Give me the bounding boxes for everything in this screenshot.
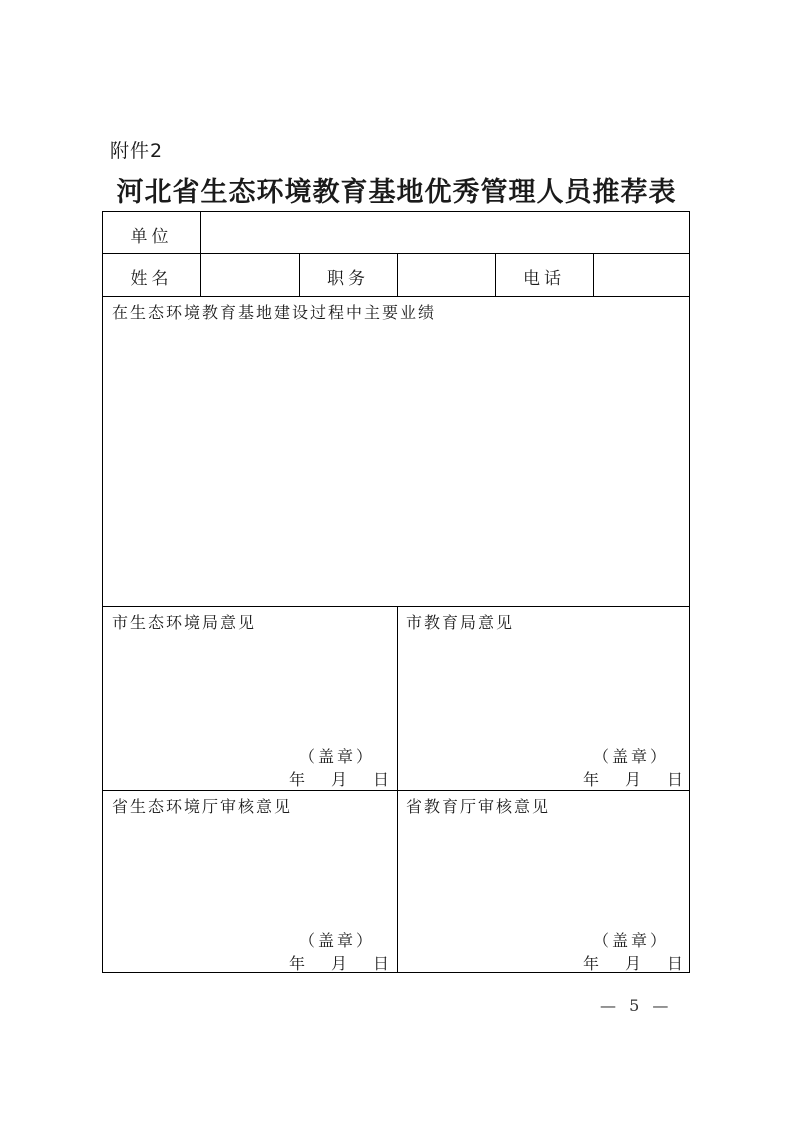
city-env-opinion-label: 市生态环境局意见: [112, 613, 257, 632]
recommendation-form: [102, 211, 690, 973]
day-label: 日: [667, 770, 684, 789]
phone-label: 电话: [523, 269, 565, 289]
row-divider: [103, 606, 689, 607]
month-label: 月: [331, 770, 348, 789]
year-label: 年: [289, 770, 306, 789]
city-edu-date: [583, 767, 683, 790]
day-label: 日: [373, 954, 390, 973]
name-field[interactable]: [201, 254, 298, 296]
city-env-date: [289, 767, 389, 790]
unit-label: 单位: [130, 227, 173, 247]
month-label: 月: [625, 770, 642, 789]
achievements-label: 在生态环境教育基地建设过程中主要业绩: [112, 303, 437, 322]
position-field[interactable]: [398, 254, 495, 296]
year-label: 年: [583, 770, 600, 789]
page-number: — 5 —: [600, 996, 673, 1015]
prov-env-date: [289, 951, 389, 974]
city-edu-opinion-label: 市教育局意见: [406, 613, 515, 632]
attachment-label: 附件2: [110, 140, 164, 162]
achievements-field[interactable]: [103, 324, 689, 604]
phone-field[interactable]: [594, 254, 689, 296]
row-divider: [103, 296, 689, 297]
prov-edu-seal: （盖章）: [593, 931, 670, 950]
month-label: 月: [331, 954, 348, 973]
day-label: 日: [667, 954, 684, 973]
city-edu-seal: （盖章）: [593, 747, 670, 766]
prov-env-review-label: 省生态环境厅审核意见: [112, 797, 293, 816]
year-label: 年: [289, 954, 306, 973]
position-label: 职务: [327, 269, 369, 289]
prov-edu-date: [583, 951, 683, 974]
prov-edu-review-label: 省教育厅审核意见: [406, 797, 551, 816]
name-label: 姓名: [130, 269, 173, 289]
month-label: 月: [625, 954, 642, 973]
city-env-seal: （盖章）: [299, 747, 376, 766]
year-label: 年: [583, 954, 600, 973]
day-label: 日: [373, 770, 390, 789]
col-divider: [397, 606, 398, 972]
page-title: 河北省生态环境教育基地优秀管理人员推荐表: [116, 177, 677, 208]
prov-env-seal: （盖章）: [299, 931, 376, 950]
row-divider: [103, 790, 689, 791]
unit-field[interactable]: [201, 212, 689, 253]
